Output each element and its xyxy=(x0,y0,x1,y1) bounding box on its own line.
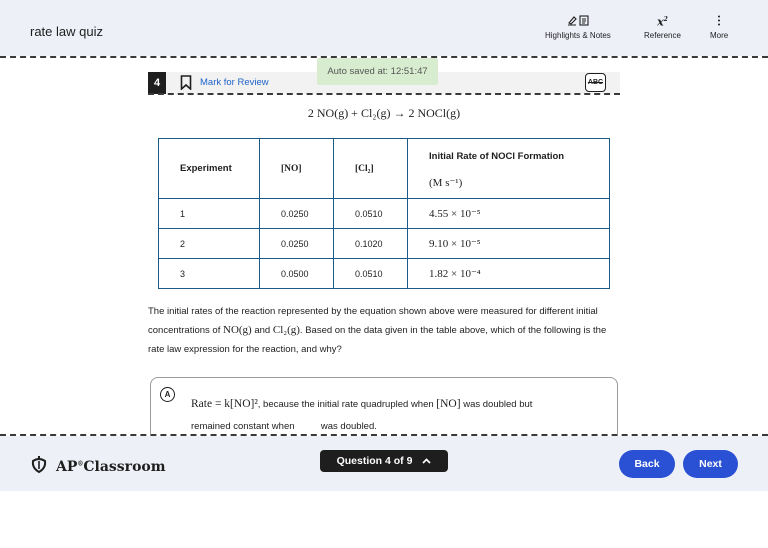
choice-a-text-3: remained constant when was doubled. xyxy=(191,421,377,432)
question-navigator-button[interactable] xyxy=(320,450,448,472)
more-label: More xyxy=(710,31,729,40)
cell-experiment: 1 xyxy=(159,199,260,229)
header-no: [NO] xyxy=(260,139,334,199)
answer-eliminator-button[interactable] xyxy=(585,73,606,92)
ap-acorn-icon xyxy=(30,454,48,479)
header-initial-rate xyxy=(408,139,610,199)
header-experiment: Experiment xyxy=(159,139,260,199)
table-row xyxy=(159,199,610,229)
reaction-equation: 2 NO(g) + Cl₂(g) → 2 NOCl(g) xyxy=(307,106,461,120)
stem-no-g: NO(g) xyxy=(223,324,252,336)
highlights-notes-label: Highlights & Notes xyxy=(545,31,611,40)
cell-no: 0.0500 xyxy=(260,259,334,289)
rate-data-table xyxy=(158,138,610,289)
cell-rate: 4.55 × 10⁻⁵ xyxy=(408,199,610,229)
reference-icon: $x^2$ xyxy=(657,15,668,29)
header-rate-units: (M s⁻¹) xyxy=(429,177,463,189)
highlighter-icon xyxy=(567,15,577,28)
mark-for-review-button[interactable]: Mark for Review xyxy=(200,77,269,88)
reference-label: Reference xyxy=(644,31,681,40)
question-content[interactable] xyxy=(0,58,768,434)
choice-a-expression: Rate = k[NO]² xyxy=(191,398,258,410)
more-button[interactable] xyxy=(710,14,728,40)
cell-experiment: 3 xyxy=(159,259,260,289)
app-title: rate law quiz xyxy=(30,24,103,39)
question-stem xyxy=(148,302,608,359)
table-row xyxy=(159,229,610,259)
cell-rate: 1.82 × 10⁻⁴ xyxy=(408,259,610,289)
question-header-divider xyxy=(148,93,620,95)
choice-a-text-1: , because the initial rate quadrupled when xyxy=(257,399,437,410)
cell-rate: 9.10 × 10⁻⁵ xyxy=(408,229,610,259)
question-number: 4 xyxy=(148,72,166,94)
choice-a-text xyxy=(191,393,601,434)
highlights-notes-button[interactable] xyxy=(545,14,611,40)
stem-cl2-g: Cl₂(g) xyxy=(272,324,300,336)
stem-text-1: The initial rates of the reaction represented by the equation shown above were measured for different initial concentrations of xyxy=(148,306,598,336)
header-rate-title: Initial Rate of NOCl Formation xyxy=(429,151,565,162)
reference-button[interactable] xyxy=(644,14,681,40)
ap-classroom-wordmark: AP®Classroom xyxy=(56,458,166,475)
answer-choice-a[interactable] xyxy=(150,377,618,434)
cell-cl2: 0.0510 xyxy=(334,199,408,229)
cell-cl2: 0.1020 xyxy=(334,229,408,259)
ap-classroom-logo xyxy=(30,454,166,479)
footer-bar xyxy=(0,436,768,491)
choice-a-text-2: was doubled but xyxy=(460,399,533,410)
table-row xyxy=(159,259,610,289)
autosave-toast: Auto saved at: 12:51:47 xyxy=(317,58,438,85)
back-button[interactable]: Back xyxy=(619,450,675,478)
choice-letter-a[interactable]: A xyxy=(160,387,175,402)
abc-strike-icon: ABC xyxy=(587,79,604,86)
stem-and: and xyxy=(251,325,273,336)
bookmark-icon[interactable] xyxy=(180,75,192,95)
question-navigator-label: Question 4 of 9 xyxy=(336,455,413,467)
top-bar xyxy=(0,0,768,56)
cell-no: 0.0250 xyxy=(260,199,334,229)
cell-no: 0.0250 xyxy=(260,229,334,259)
cell-cl2: 0.0510 xyxy=(334,259,408,289)
table-header-row xyxy=(159,139,610,199)
choice-a-no: [NO] xyxy=(436,398,461,410)
next-button[interactable]: Next xyxy=(683,450,738,478)
more-vertical-icon xyxy=(717,15,721,28)
cell-experiment: 2 xyxy=(159,229,260,259)
notes-icon xyxy=(579,15,589,28)
stem-text-2: . Based on the data given in the table above, which of the following is the rate law expression for the reaction, and why? xyxy=(148,325,607,355)
chevron-up-icon xyxy=(422,455,431,467)
header-cl2: [Cl₂] xyxy=(334,139,408,199)
